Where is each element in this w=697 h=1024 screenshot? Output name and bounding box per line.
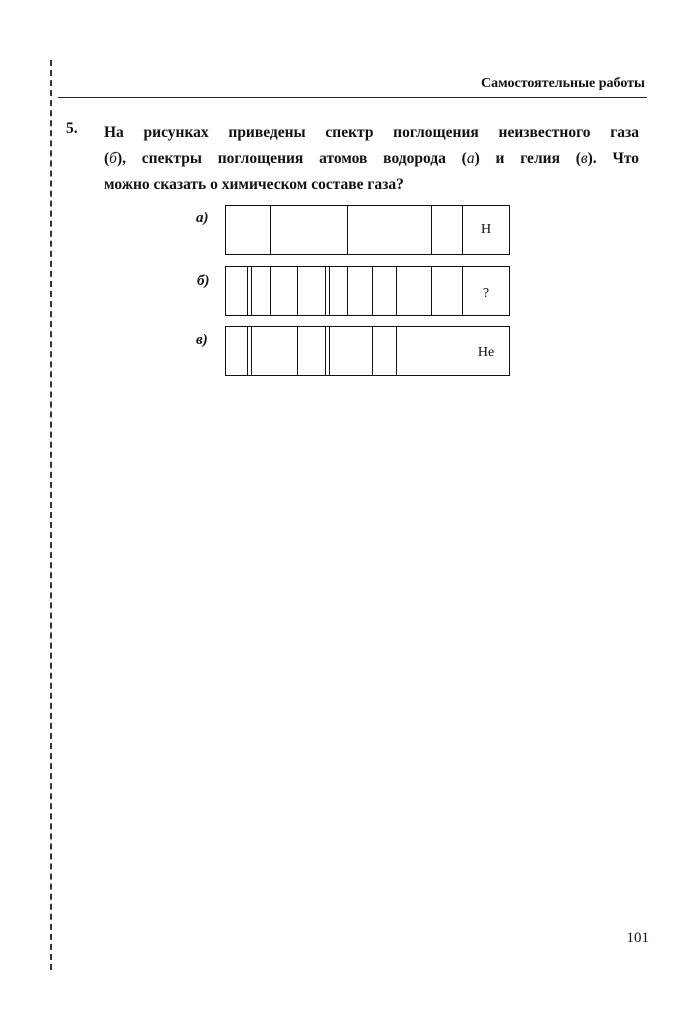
problem-text-line-1: На рисунках приведены спектр поглощения неизвестного газа <box>104 124 639 141</box>
spectral-line <box>396 267 397 315</box>
spectrum-symbol-unknown: ? <box>482 286 490 301</box>
spectral-line <box>297 327 298 375</box>
spectrum-label-helium: в) <box>196 332 208 348</box>
cut-line <box>50 60 52 970</box>
running-head: Самостоятельные работы <box>481 76 645 91</box>
spectral-line <box>247 267 248 315</box>
spectral-line <box>347 206 348 254</box>
label-b-ref: б <box>109 150 117 167</box>
problem-text-line-2: (б), спектры поглощения атомов водорода (а) и гелия (в). Что <box>104 150 639 167</box>
spectral-line <box>431 206 432 254</box>
spectral-line <box>270 206 271 254</box>
problem-text-line-3: можно сказать о химическом составе газа? <box>104 176 404 193</box>
spectral-line <box>329 267 330 315</box>
problem-text <box>104 120 639 198</box>
spectral-line <box>270 267 271 315</box>
spectrum-label-hydrogen: а) <box>196 210 209 226</box>
spectrum-label-unknown: б) <box>197 273 210 289</box>
spectral-line <box>247 327 248 375</box>
page-number: 101 <box>626 930 649 946</box>
label-v-ref: в <box>580 150 588 167</box>
spectral-line <box>251 267 252 315</box>
spectrum-symbol-hydrogen: H <box>480 222 492 237</box>
spectral-line <box>325 327 326 375</box>
spectrum-symbol-helium: He <box>477 345 495 360</box>
header-rule <box>58 97 647 98</box>
spectral-line <box>297 267 298 315</box>
spectral-line <box>347 267 348 315</box>
problem-number: 5. <box>66 120 78 137</box>
spectral-line <box>372 327 373 375</box>
spectral-line <box>431 267 432 315</box>
spectral-line <box>372 267 373 315</box>
spectral-line <box>396 327 397 375</box>
spectral-line <box>329 327 330 375</box>
label-a-ref: а <box>466 150 475 167</box>
spectral-line <box>325 267 326 315</box>
spectral-line <box>251 327 252 375</box>
